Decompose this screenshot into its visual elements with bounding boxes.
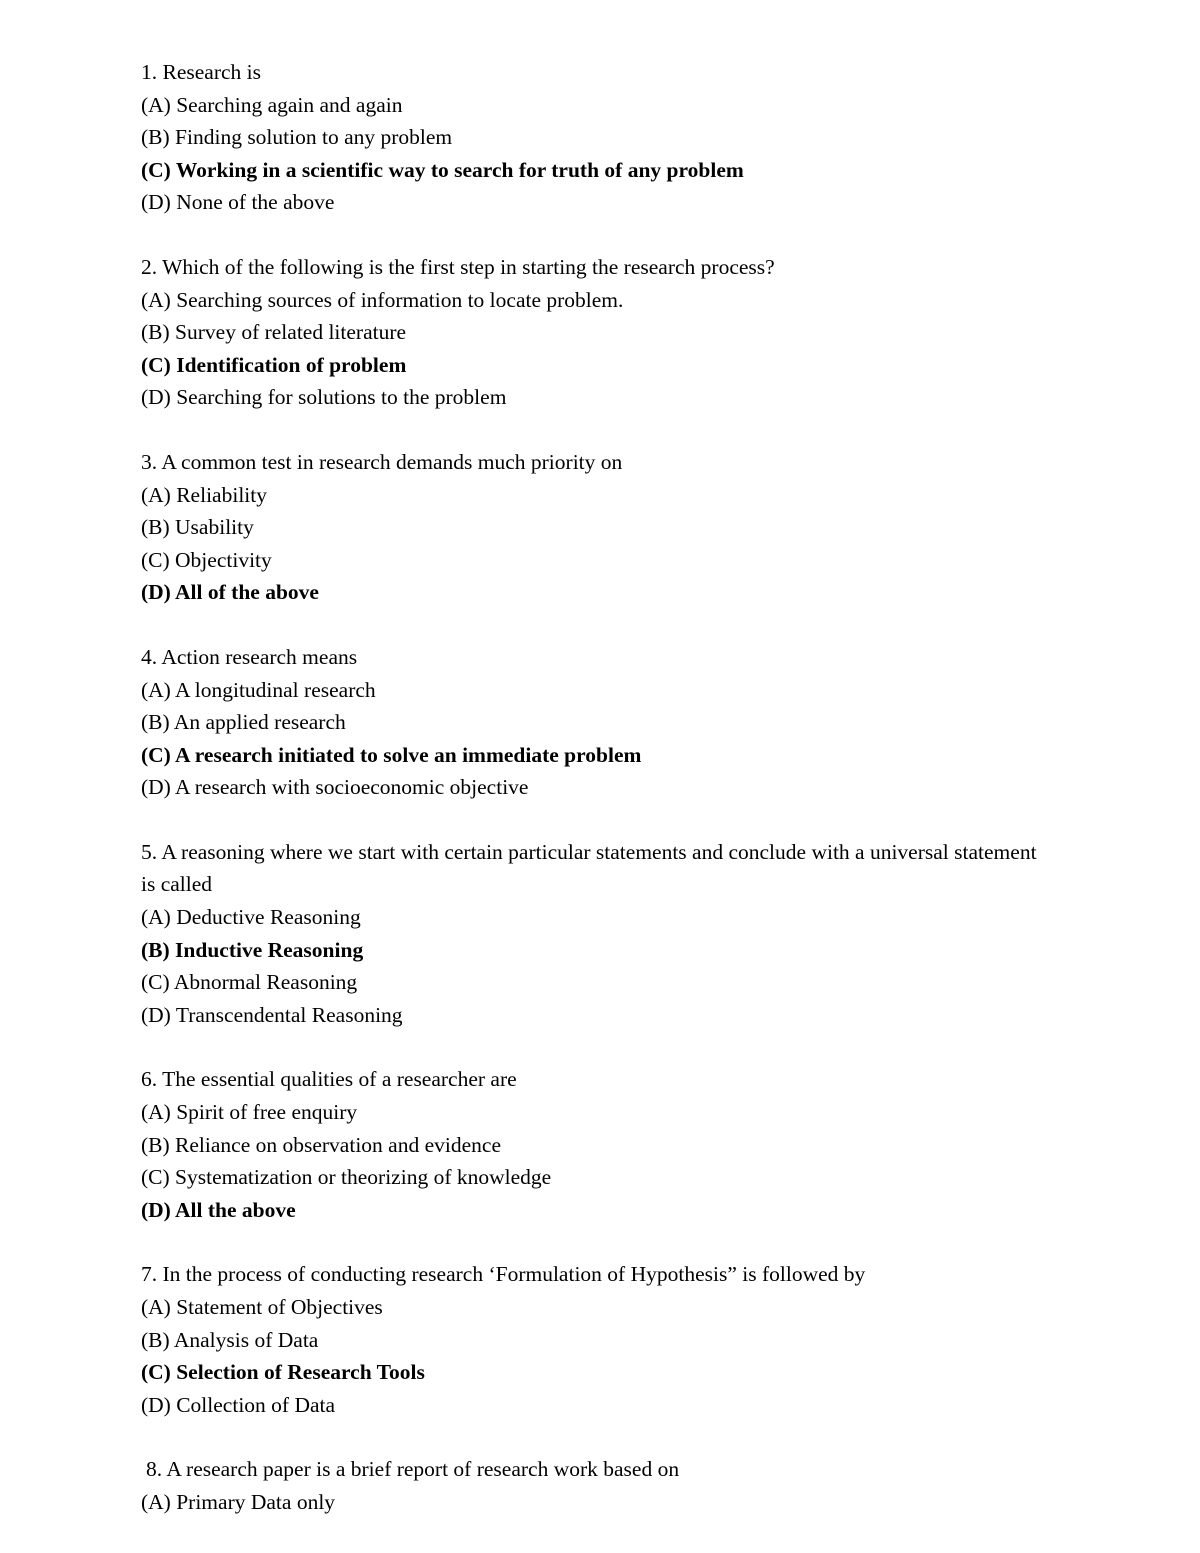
question-stem: 6. The essential qualities of a researcher are bbox=[141, 1067, 517, 1092]
option-b: (B) Usability bbox=[141, 515, 254, 540]
option-a: (A) Spirit of free enquiry bbox=[141, 1100, 358, 1125]
question-4 bbox=[141, 641, 1041, 804]
question-stem: 1. Research is bbox=[141, 60, 262, 84]
option-d: (D) Collection of Data bbox=[141, 1392, 336, 1417]
option-b-correct: (B) Inductive Reasoning bbox=[141, 937, 364, 962]
option-c-correct: (C) Working in a scientific way to search for truth of any problem bbox=[141, 157, 744, 182]
option-d: (D) Transcendental Reasoning bbox=[141, 1002, 403, 1027]
option-b: (B) Finding solution to any problem bbox=[141, 125, 453, 150]
question-8 bbox=[141, 1453, 1041, 1518]
option-c-correct: (C) A research initiated to solve an immediate problem bbox=[141, 742, 642, 767]
option-c: (C) Systematization or theorizing of knowledge bbox=[141, 1165, 552, 1190]
question-5 bbox=[141, 836, 1041, 1032]
option-c-correct: (C) Identification of problem bbox=[141, 352, 407, 377]
option-d: (D) Searching for solutions to the problem bbox=[141, 385, 507, 410]
question-7 bbox=[141, 1258, 1041, 1421]
option-b: (B) Survey of related literature bbox=[141, 320, 407, 345]
question-2 bbox=[141, 251, 1041, 414]
question-1 bbox=[141, 56, 1041, 219]
question-stem: 7. In the process of conducting research ‘Formulation of Hypothesis” is followed by bbox=[141, 1262, 866, 1287]
option-a: (A) Searching sources of information to locate problem. bbox=[141, 287, 624, 312]
question-stem: 4. Action research means bbox=[141, 644, 358, 669]
option-a: (A) Deductive Reasoning bbox=[141, 905, 361, 930]
option-c-correct: (C) Selection of Research Tools bbox=[141, 1360, 425, 1385]
option-a: (A) A longitudinal research bbox=[141, 677, 376, 702]
question-stem: 2. Which of the following is the first step in starting the research process? bbox=[141, 254, 775, 279]
option-b: (B) Reliance on observation and evidence bbox=[141, 1132, 501, 1157]
question-6 bbox=[141, 1063, 1041, 1226]
option-c: (C) Abnormal Reasoning bbox=[141, 970, 358, 995]
question-list bbox=[141, 56, 1041, 1551]
question-stem: 5. A reasoning where we start with certain particular statements and conclude with a universal statement is called bbox=[141, 839, 1037, 897]
option-a: (A) Reliability bbox=[141, 482, 267, 507]
option-d: (D) None of the above bbox=[141, 190, 335, 215]
option-d: (D) A research with socioeconomic objective bbox=[141, 775, 529, 800]
option-c: (C) Objectivity bbox=[141, 547, 272, 572]
option-d-correct: (D) All of the above bbox=[141, 580, 319, 605]
option-a: (A) Statement of Objectives bbox=[141, 1295, 383, 1319]
question-3 bbox=[141, 446, 1041, 609]
option-b: (B) Analysis of Data bbox=[141, 1327, 319, 1352]
question-stem: 3. A common test in research demands much priority on bbox=[141, 449, 623, 474]
option-a: (A) Searching again and again bbox=[141, 92, 403, 117]
option-a: (A) Primary Data only bbox=[141, 1489, 336, 1514]
option-b: (B) An applied research bbox=[141, 710, 346, 735]
option-d-correct: (D) All the above bbox=[141, 1197, 296, 1222]
question-stem: 8. A research paper is a brief report of research work based on bbox=[146, 1457, 680, 1482]
